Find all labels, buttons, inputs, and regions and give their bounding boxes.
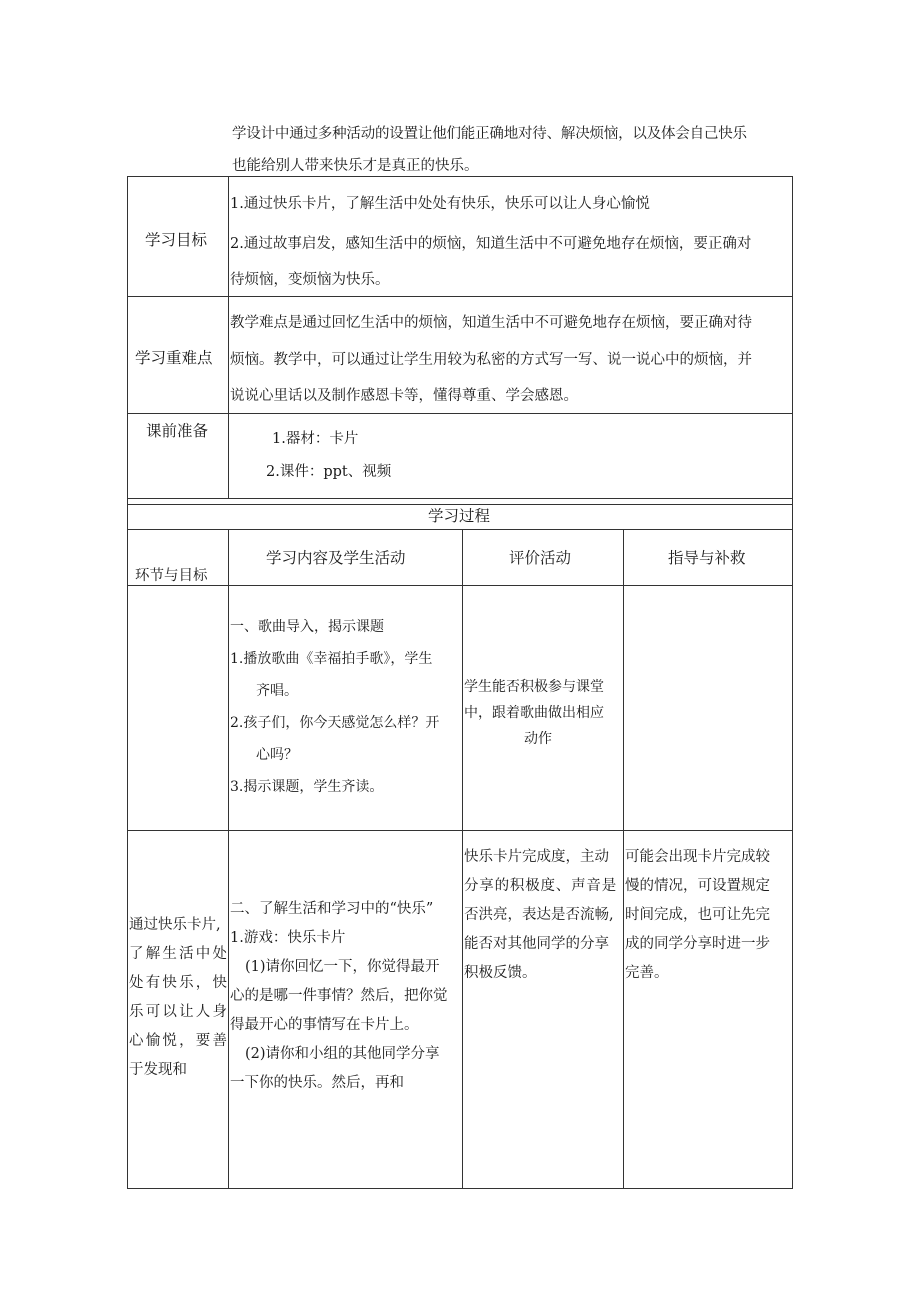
row2-stage-line: 通过快乐卡片, bbox=[129, 917, 221, 933]
row2-guidance-line: 可能会出现卡片完成较 bbox=[625, 849, 770, 865]
row2-guidance-line: 成的同学分享时进一步 bbox=[625, 936, 770, 952]
row2-content-line: 二、了解生活和学习中的“快乐” bbox=[230, 901, 434, 917]
row2-guidance-line: 慢的情况，可设置规定 bbox=[625, 878, 770, 894]
row-divider bbox=[127, 585, 793, 586]
header-stage: 环节与目标 bbox=[135, 568, 208, 584]
row2-stage-line: 心愉悦，要善 bbox=[129, 1033, 230, 1049]
row2-stage bbox=[129, 911, 229, 1085]
preparation-item-1: 1.器材：卡片 bbox=[272, 431, 359, 447]
table-border-right bbox=[792, 176, 793, 1189]
row-divider bbox=[127, 498, 793, 499]
row2-stage-line: 处有快乐，快 bbox=[129, 975, 230, 991]
row2-evaluation-line: 能否对其他同学的分享 bbox=[464, 936, 609, 952]
column-divider bbox=[623, 529, 624, 1189]
row2-stage-line: 乐可以让人身 bbox=[129, 1004, 230, 1020]
row1-content bbox=[230, 611, 439, 803]
row2-evaluation-line: 分享的积极度、声音是 bbox=[464, 878, 617, 894]
column-divider bbox=[228, 529, 229, 1189]
row2-guidance-line: 时间完成，也可让先完 bbox=[625, 907, 770, 923]
goals-item-2-line-1: 2.通过故事启发，感知生活中的烦恼，知道生活中不可避免地存在烦恼，要正确对 bbox=[230, 236, 752, 252]
row-divider bbox=[127, 413, 793, 414]
row1-content-line: 3.揭示课题，学生齐读。 bbox=[230, 779, 384, 795]
difficulties-line-3: 说说心里话以及制作感恩卡等，懂得尊重、学会感恩。 bbox=[230, 388, 578, 404]
row-divider bbox=[127, 296, 793, 297]
goals-item-1: 1.通过快乐卡片，了解生活中处处有快乐，快乐可以让人身心愉悦 bbox=[230, 196, 650, 212]
row2-content-line: 一下你的快乐。然后，再和 bbox=[230, 1075, 404, 1091]
difficulties-label: 学习重难点 bbox=[135, 349, 213, 367]
row1-content-line: 齐唱。 bbox=[256, 683, 298, 699]
row2-content-line: 得最开心的事情写在卡片上。 bbox=[230, 1017, 419, 1033]
row-divider bbox=[127, 529, 793, 530]
header-guidance: 指导与补救 bbox=[668, 549, 746, 567]
preparation-item-2: 2.课件：ppt、视频 bbox=[266, 464, 392, 480]
column-divider bbox=[462, 529, 463, 1189]
table-border-bottom bbox=[127, 1188, 793, 1189]
process-title: 学习过程 bbox=[428, 507, 491, 525]
difficulties-line-1: 教学难点是通过回忆生活中的烦恼，知道生活中不可避免地存在烦恼，要正确对待 bbox=[230, 315, 752, 331]
row2-guidance-line: 完善。 bbox=[625, 965, 669, 981]
row1-content-line: 2.孩子们，你今天感觉怎么样？开 bbox=[230, 715, 440, 731]
intro-paragraph bbox=[232, 118, 792, 182]
intro-line-2: 也能给别人带来快乐才是真正的快乐。 bbox=[232, 158, 479, 174]
row2-content-line: 心的是哪一件事情？然后，把你觉 bbox=[230, 988, 448, 1004]
header-evaluation: 评价活动 bbox=[509, 549, 572, 567]
table-border-top bbox=[127, 176, 793, 177]
row2-content-line: (1)请你回忆一下，你觉得最开 bbox=[245, 959, 440, 975]
row1-content-line: 1.播放歌曲《幸福拍手歌》，学生 bbox=[230, 651, 433, 667]
difficulties-line-2: 烦恼。教学中，可以通过让学生用较为私密的方式写一写、说一说心中的烦恼，并 bbox=[230, 352, 752, 368]
row1-evaluation-line: 动作 bbox=[524, 731, 552, 747]
goals-label: 学习目标 bbox=[145, 231, 208, 249]
row2-content bbox=[230, 895, 448, 1098]
column-divider bbox=[228, 176, 229, 499]
row-divider bbox=[127, 504, 793, 505]
row2-stage-line: 了解生活中处 bbox=[129, 946, 230, 962]
preparation-label: 课前准备 bbox=[146, 422, 209, 440]
row1-content-line: 一、歌曲导入，揭示课题 bbox=[230, 619, 384, 635]
row2-evaluation bbox=[464, 843, 617, 988]
row1-evaluation-line: 中，跟着歌曲做出相应 bbox=[464, 705, 604, 721]
row2-guidance bbox=[625, 843, 770, 988]
row2-evaluation-line: 快乐卡片完成度，主动 bbox=[464, 849, 609, 865]
intro-line-1: 学设计中通过多种活动的设置让他们能正确地对待、解决烦恼，以及体会自己快乐 bbox=[232, 126, 747, 142]
table-border-left bbox=[127, 176, 128, 1189]
row1-content-line: 心吗？ bbox=[256, 747, 298, 763]
row2-content-line: 1.游戏：快乐卡片 bbox=[230, 930, 346, 946]
goals-item-2-line-2: 待烦恼，变烦恼为快乐。 bbox=[230, 272, 390, 288]
row2-content-line: (2)请你和小组的其他同学分享 bbox=[245, 1046, 440, 1062]
row2-evaluation-line: 积极反馈。 bbox=[464, 965, 537, 981]
row-divider bbox=[127, 830, 793, 831]
header-content: 学习内容及学生活动 bbox=[266, 549, 406, 567]
row1-evaluation bbox=[464, 674, 604, 752]
row2-stage-line: 于发现和 bbox=[129, 1062, 187, 1078]
row2-evaluation-line: 否洪亮，表达是否流畅, bbox=[464, 907, 614, 923]
row1-evaluation-line: 学生能否积极参与课堂 bbox=[464, 679, 604, 695]
